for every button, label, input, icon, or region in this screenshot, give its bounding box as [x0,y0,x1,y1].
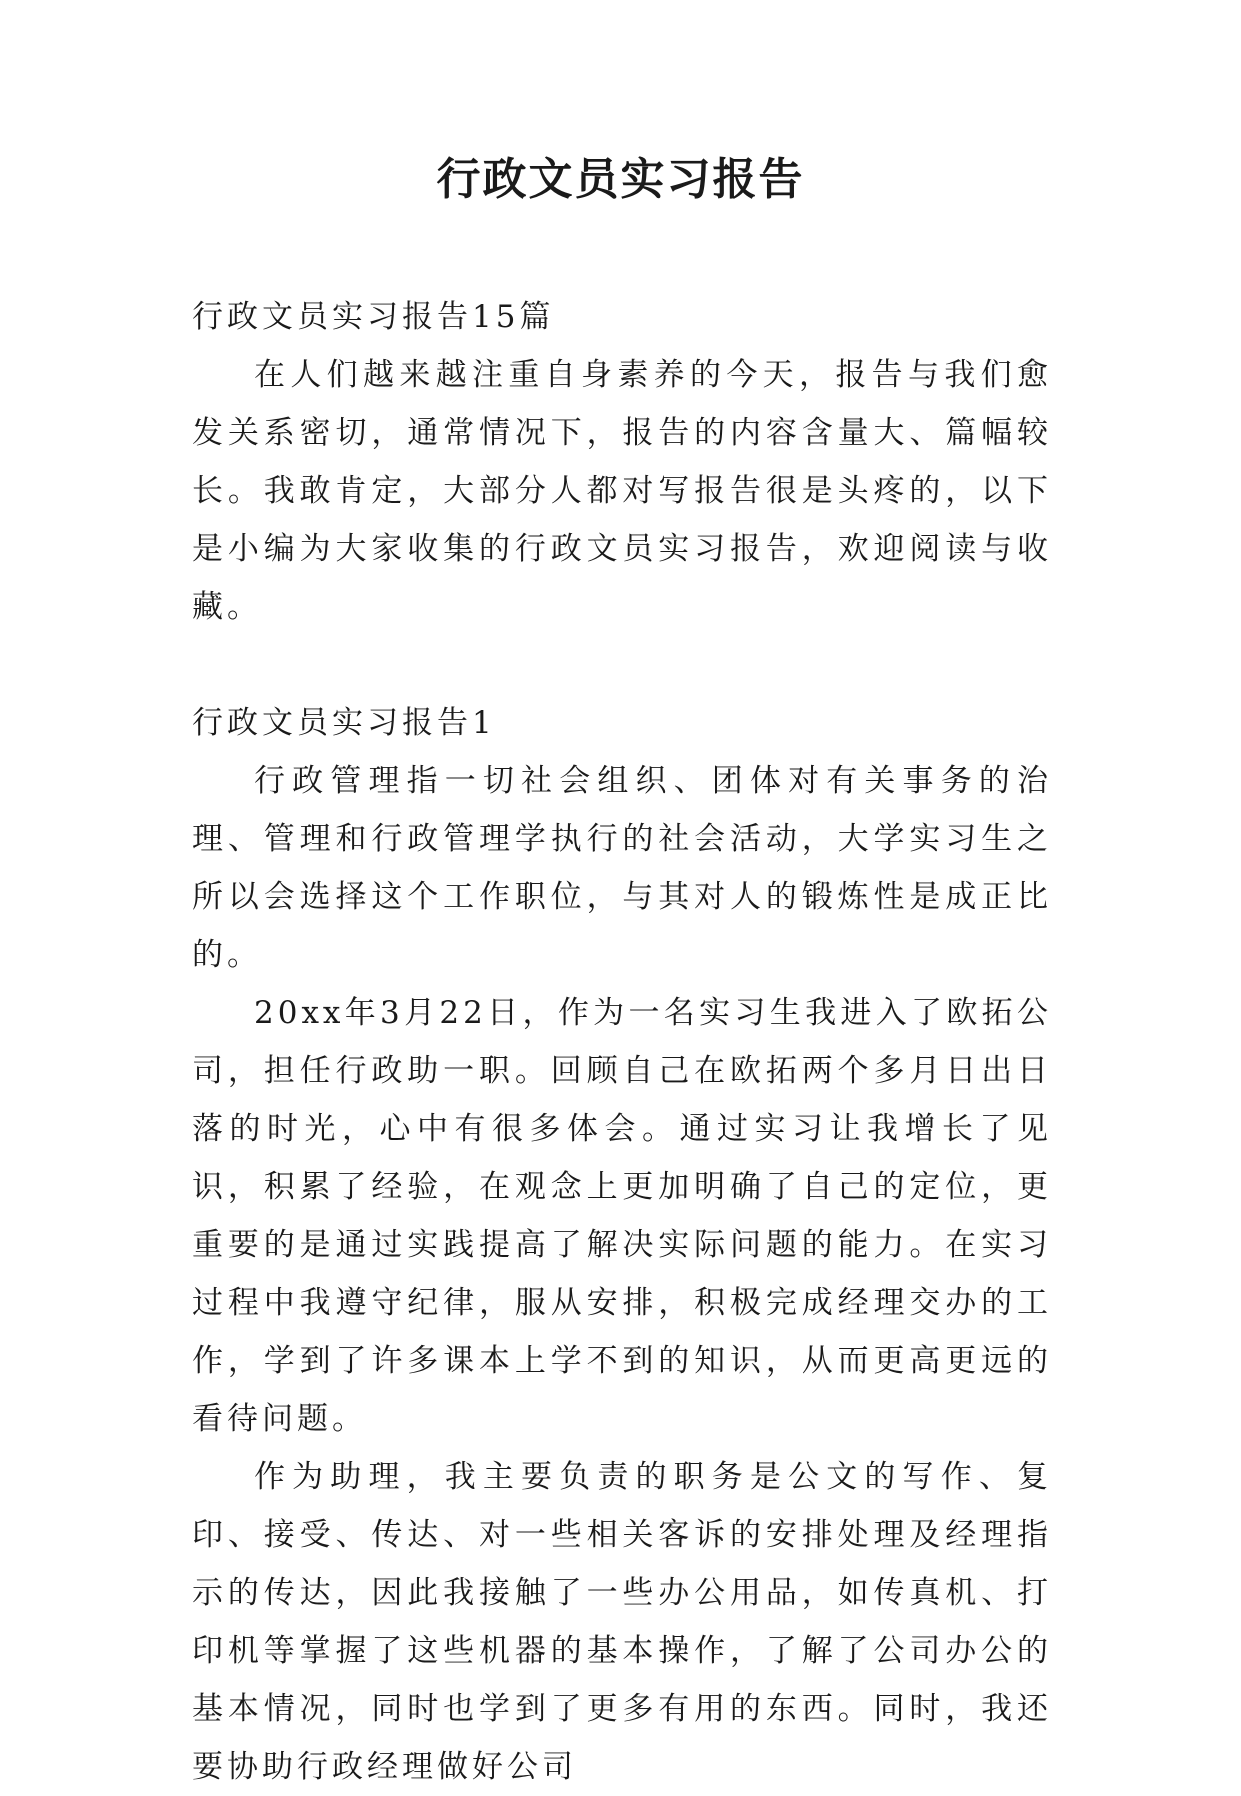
intro-paragraph: 在人们越来越注重自身素养的今天，报告与我们愈发关系密切，通常情况下，报告的内容含量大、篇幅较长。我敢肯定，大部分人都对写报告很是头疼的，以下是小编为大家收集的行政文员实习报告，欢迎阅读与收藏。 [192,357,1052,625]
section-1-heading: 行政文员实习报告1 [192,705,496,741]
section-1-paragraph-1: 行政管理指一切社会组织、团体对有关事务的治理、管理和行政管理学执行的社会活动，大学实习生之所以会选择这个工作职位，与其对人的锻炼性是成正比的。 [192,763,1052,973]
document-title: 行政文员实习报告 [436,154,805,205]
section-1-paragraph-3: 作为助理，我主要负责的职务是公文的写作、复印、接受、传达、对一些相关客诉的安排处理及经理指示的传达，因此我接触了一些办公用品，如传真机、打印机等掌握了这些机器的基本操作，了解了公司办公的基本情况，同时也学到了更多有用的东西。同时，我还要协助行政经理做好公司 [192,1459,1052,1785]
intro-heading: 行政文员实习报告15篇 [192,299,555,335]
document-body [192,288,1052,1796]
section-spacer [192,636,1052,694]
section-1-paragraph-2: 20xx年3月22日，作为一名实习生我进入了欧拓公司，担任行政助一职。回顾自己在欧拓两个多月日出日落的时光，心中有很多体会。通过实习让我增长了见识，积累了经验，在观念上更加明确了自己的定位，更重要的是通过实践提高了解决实际问题的能力。在实习过程中我遵守纪律，服从安排，积极完成经理交办的工作，学到了许多课本上学不到的知识，从而更高更远的看待问题。 [192,995,1052,1437]
